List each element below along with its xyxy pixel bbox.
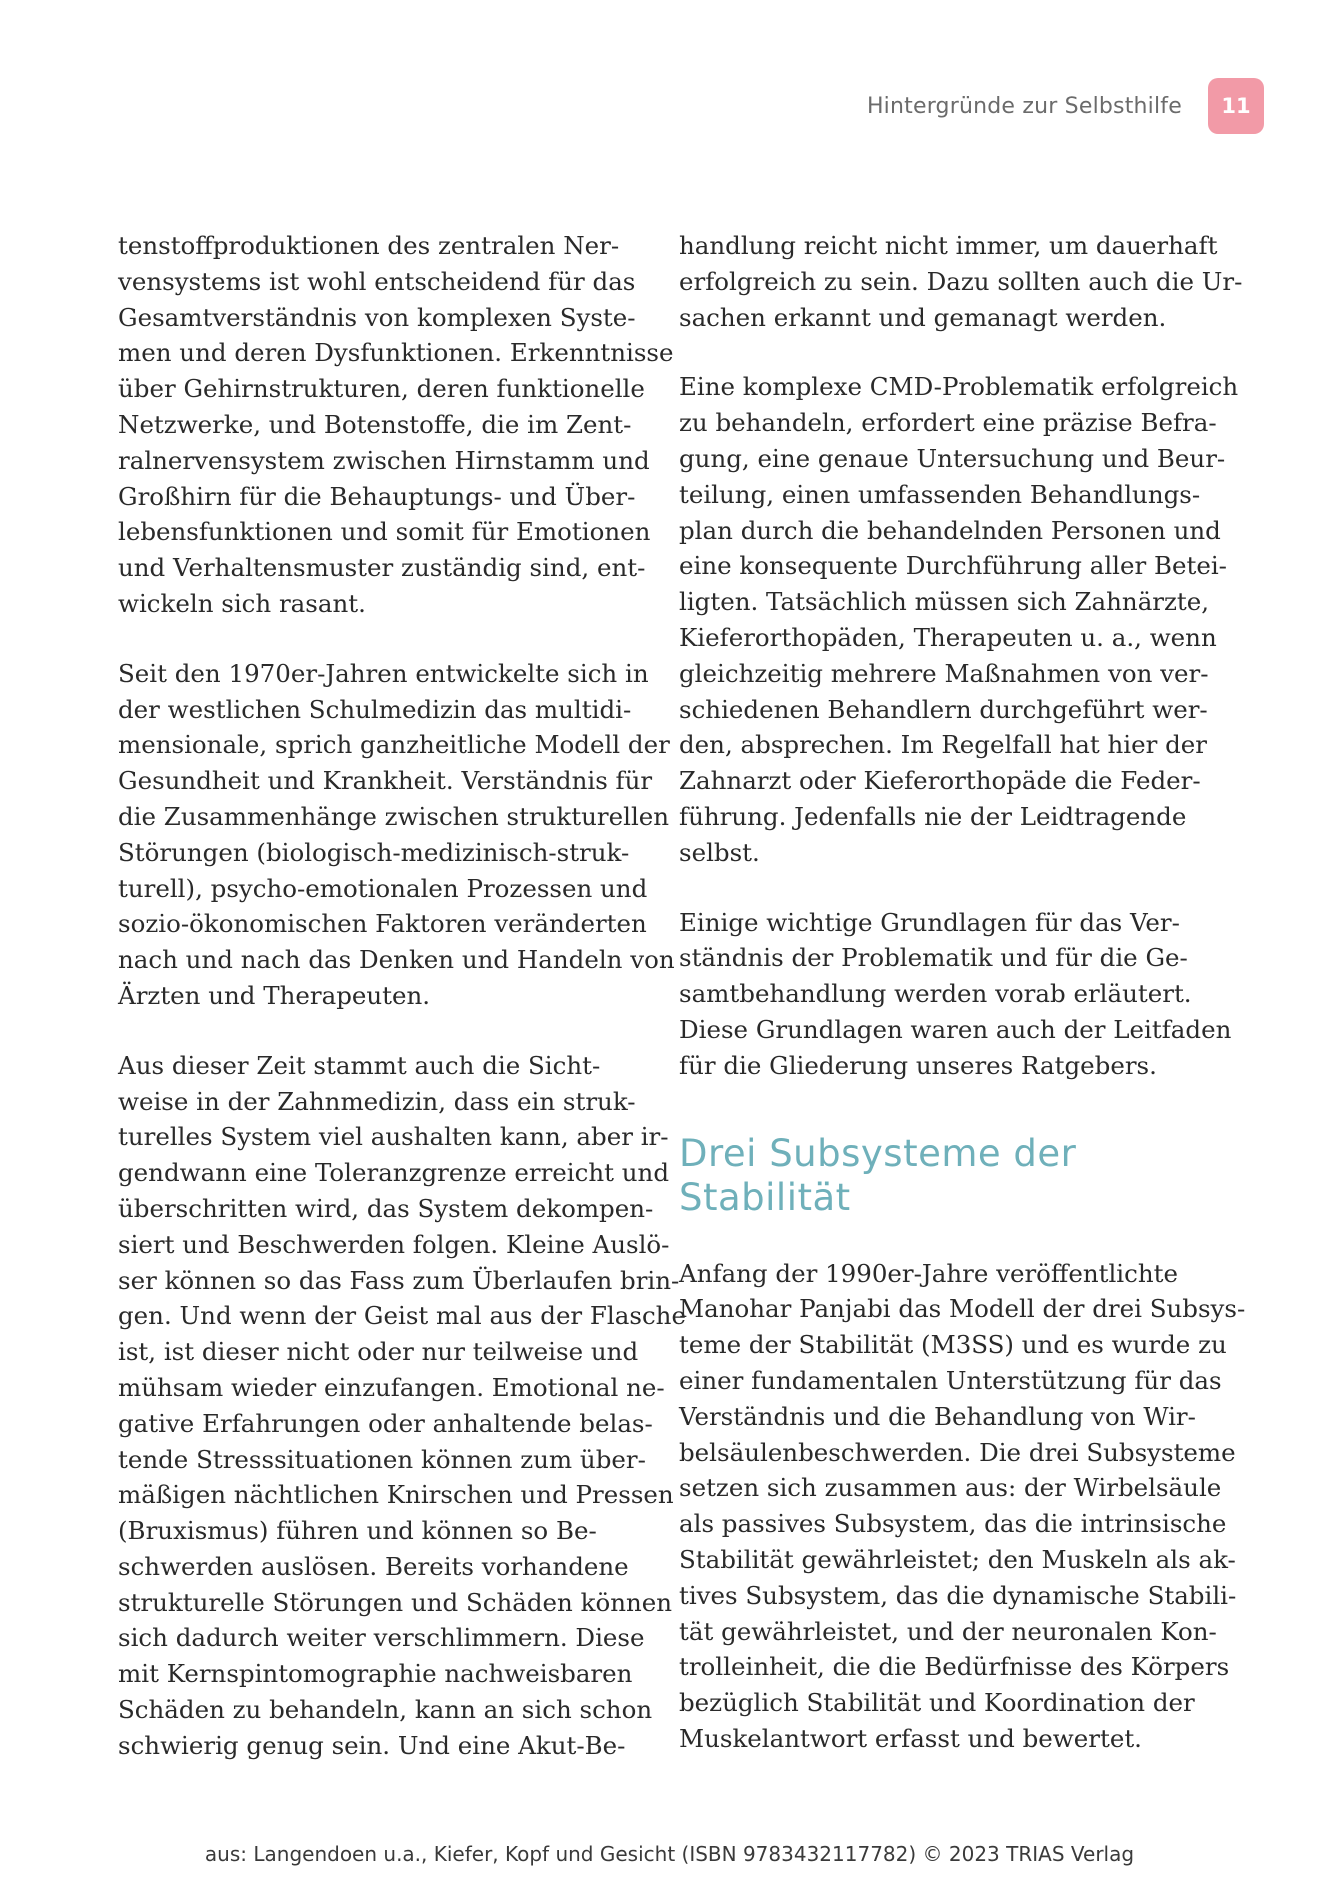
running-header-title: Hintergründe zur Selbsthilfe: [866, 93, 1182, 119]
text-line: Netzwerke, und Botenstoffe, die im Zent-: [118, 409, 632, 439]
text-line: belsäulenbeschwerden. Die drei Subsysteme: [679, 1437, 1236, 1467]
right-paragraph-4: [679, 1256, 1246, 1757]
text-line: sozio-ökonomischen Faktoren veränderten: [118, 909, 647, 939]
running-header: [867, 78, 1264, 134]
text-line: tende Stresssituationen können zum über-: [118, 1444, 646, 1474]
text-line: zu behandeln, erfordert eine präzise Befra-: [679, 408, 1217, 438]
text-line: gleichzeitig mehrere Maßnahmen von ver-: [679, 658, 1209, 688]
text-line: gung, eine genaue Untersuchung und Beur-: [679, 443, 1226, 473]
text-line: nach und nach das Denken und Handeln von: [118, 945, 675, 975]
text-line: schwerden auslösen. Bereits vorhandene: [118, 1551, 629, 1581]
text-line: Manohar Panjabi das Modell der drei Subsys-: [679, 1294, 1246, 1324]
left-column: [118, 228, 686, 1798]
text-line: Anfang der 1990er-Jahre veröffentlichte: [679, 1258, 1178, 1288]
text-line: sich dadurch weiter verschlimmern. Diese: [118, 1623, 645, 1653]
text-line: Gesamtverständnis von komplexen Syste-: [118, 302, 636, 332]
text-line: lebensfunktionen und somit für Emotionen: [118, 517, 651, 547]
text-line: selbst.: [679, 837, 760, 867]
text-line: den, absprechen. Im Regelfall hat hier der: [679, 730, 1207, 760]
text-line: Störungen (biologisch-medizinisch-struk-: [118, 837, 630, 867]
text-line: Zahnarzt oder Kieferorthopäde die Feder-: [679, 766, 1201, 796]
text-line: mit Kernspintomographie nachweisbaren: [118, 1659, 633, 1689]
text-line: schiedenen Behandlern durchgeführt wer-: [679, 694, 1208, 724]
section-heading: [679, 1132, 1209, 1220]
text-line: ralnervensystem zwischen Hirnstamm und: [118, 445, 650, 475]
text-line: Verständnis und die Behandlung von Wir-: [679, 1401, 1196, 1431]
text-line: mühsam wieder einzufangen. Emotional ne-: [118, 1372, 665, 1402]
right-paragraph-3: [679, 905, 1232, 1084]
text-line: wickeln sich rasant.: [118, 588, 366, 618]
right-paragraph-1: [679, 228, 1243, 335]
text-line: Gesundheit und Krankheit. Verständnis für: [118, 766, 653, 796]
text-line: und Verhaltensmuster zuständig sind, ent-: [118, 553, 646, 583]
page-number-badge: 11: [1208, 78, 1264, 134]
text-line: Drei Subsysteme der: [679, 1131, 1077, 1175]
text-line: men und deren Dysfunktionen. Erkenntnisse: [118, 338, 674, 368]
text-line: teilung, einen umfassenden Behandlungs-: [679, 479, 1201, 509]
text-line: strukturelle Störungen und Schäden können: [118, 1587, 673, 1617]
text-line: ligten. Tatsächlich müssen sich Zahnärzte,: [679, 587, 1210, 617]
text-line: plan durch die behandelnden Personen und: [679, 515, 1221, 545]
text-line: als passives Subsystem, das die intrinsische: [679, 1509, 1227, 1539]
source-citation: aus: Langendoen u.a., Kiefer, Kopf und Gesicht (ISBN 9783432117782) © 2023 TRIAS Verlag: [204, 1842, 1135, 1866]
text-line: tät gewährleistet, und der neuronalen Kon-: [679, 1616, 1217, 1646]
text-line: Muskelantwort erfasst und bewertet.: [679, 1723, 1142, 1753]
left-paragraph-1: [118, 228, 674, 622]
text-line: eine konsequente Durchführung aller Betei-: [679, 551, 1227, 581]
text-line: (Bruxismus) führen und können so Be-: [118, 1516, 597, 1546]
text-line: gendwann eine Toleranzgrenze erreicht und: [118, 1158, 669, 1188]
text-line: gen. Und wenn der Geist mal aus der Flasche: [118, 1301, 686, 1331]
text-line: Schäden zu behandeln, kann an sich schon: [118, 1695, 653, 1725]
text-line: Eine komplexe CMD-Problematik erfolgreich: [679, 372, 1239, 402]
text-line: schwierig genug sein. Und eine Akut-Be-: [118, 1730, 626, 1760]
text-line: einer fundamentalen Unterstützung für das: [679, 1365, 1222, 1395]
text-line: Einige wichtige Grundlagen für das Ver-: [679, 907, 1180, 937]
text-line: führung. Jedenfalls nie der Leidtragende: [679, 801, 1187, 831]
text-line: die Zusammenhänge zwischen strukturellen: [118, 801, 670, 831]
text-line: Aus dieser Zeit stammt auch die Sicht-: [118, 1050, 601, 1080]
text-line: turelles System viel aushalten kann, aber ir-: [118, 1122, 669, 1152]
right-column: [679, 228, 1246, 1791]
text-line: turell), psycho-emotionalen Prozessen und: [118, 873, 648, 903]
right-paragraph-2: [679, 369, 1239, 870]
left-paragraph-3: [118, 1048, 686, 1764]
text-line: erfolgreich zu sein. Dazu sollten auch die Ur-: [679, 266, 1243, 296]
text-line: mensionale, sprich ganzheitliche Modell der: [118, 730, 670, 760]
left-paragraph-2: [118, 656, 675, 1014]
text-line: setzen sich zusammen aus: der Wirbelsäule: [679, 1473, 1222, 1503]
text-line: Seit den 1970er-Jahren entwickelte sich in: [118, 658, 649, 688]
text-line: gative Erfahrungen oder anhaltende belas-: [118, 1408, 653, 1438]
text-line: Ärzten und Therapeuten.: [118, 980, 431, 1010]
text-line: Stabilität gewährleistet; den Muskeln als ak-: [679, 1544, 1236, 1574]
text-line: Großhirn für die Behauptungs- und Über-: [118, 481, 636, 511]
text-line: mäßigen nächtlichen Knirschen und Pressen: [118, 1480, 674, 1510]
text-line: sachen erkannt und gemanagt werden.: [679, 302, 1167, 332]
text-line: tives Subsystem, das die dynamische Stabili-: [679, 1580, 1237, 1610]
text-line: über Gehirnstrukturen, deren funktionelle: [118, 374, 645, 404]
text-line: für die Gliederung unseres Ratgebers.: [679, 1050, 1157, 1080]
text-line: Diese Grundlagen waren auch der Leitfaden: [679, 1014, 1232, 1044]
text-line: teme der Stabilität (M3SS) und es wurde zu: [679, 1330, 1227, 1360]
text-line: siert und Beschwerden folgen. Kleine Auslö-: [118, 1229, 670, 1259]
text-line: Stabilität: [679, 1175, 851, 1219]
text-line: der westlichen Schulmedizin das multidi-: [118, 694, 632, 724]
text-line: handlung reicht nicht immer, um dauerhaft: [679, 231, 1218, 260]
text-line: weise in der Zahnmedizin, dass ein struk-: [118, 1086, 636, 1116]
text-line: überschritten wird, das System dekompen-: [118, 1193, 654, 1223]
text-line: samtbehandlung werden vorab erläutert.: [679, 979, 1192, 1009]
text-line: ständnis der Problematik und für die Ge-: [679, 943, 1188, 973]
text-line: tenstoffproduktionen des zentralen Ner-: [118, 231, 620, 260]
text-line: ist, ist dieser nicht oder nur teilweise und: [118, 1337, 639, 1367]
text-line: ser können so das Fass zum Überlaufen brin-: [118, 1265, 680, 1295]
text-line: vensystems ist wohl entscheidend für das: [118, 266, 636, 296]
text-line: trolleinheit, die die Bedürfnisse des Körpers: [679, 1652, 1230, 1682]
text-line: bezüglich Stabilität und Koordination der: [679, 1688, 1195, 1718]
text-line: Kieferorthopäden, Therapeuten u. a., wenn: [679, 622, 1217, 652]
